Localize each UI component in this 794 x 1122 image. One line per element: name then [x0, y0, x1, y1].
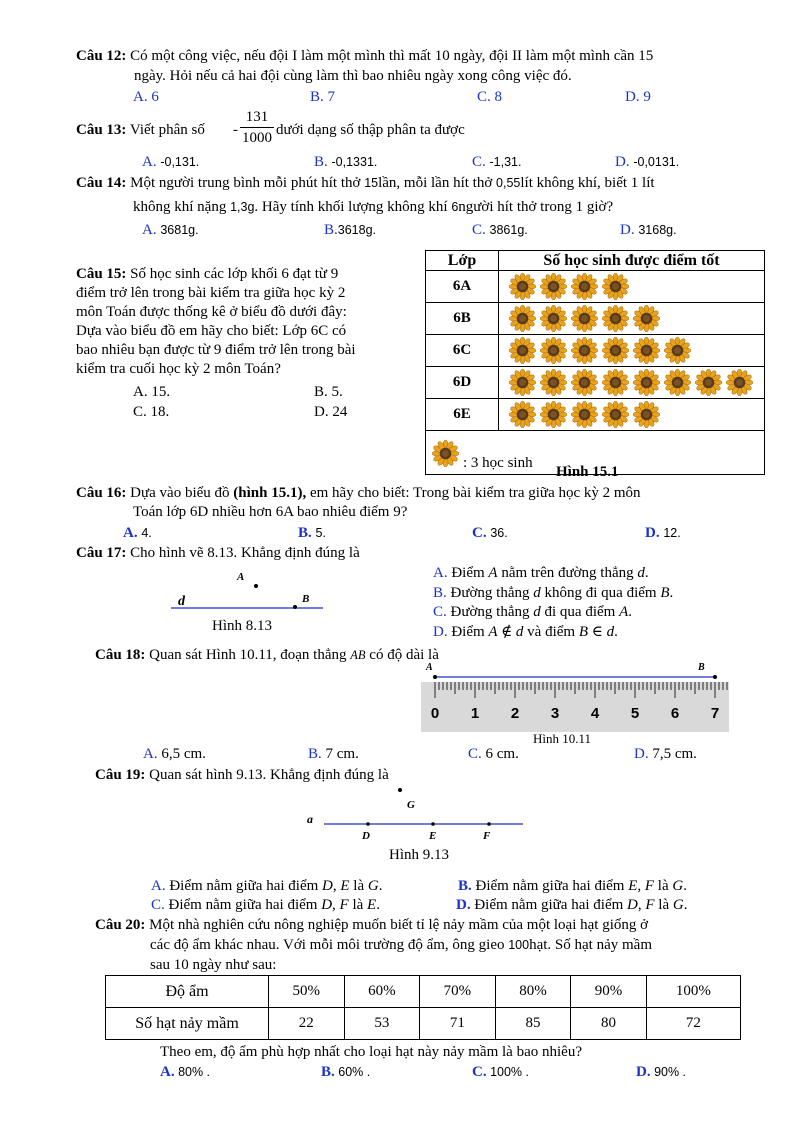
- pictogram-class-6b: 6B: [426, 303, 499, 335]
- sunflower-icon: [540, 305, 567, 332]
- sunflower-icon: [571, 401, 598, 428]
- q13-denominator: 1000: [242, 130, 272, 146]
- sunflower-icon: [540, 337, 567, 364]
- q15-option-c[interactable]: C. 18.: [133, 404, 170, 420]
- figure-8-13: [165, 565, 335, 617]
- pictogram-header-class: Lớp: [426, 251, 499, 271]
- ruler-number: 7: [710, 705, 720, 722]
- q13-post: dưới dạng số thập phân ta được: [276, 122, 465, 138]
- sunflower-icon: [509, 369, 536, 396]
- q19-option-c[interactable]: C. Điểm nằm giữa hai điểm D, F là E.: [151, 897, 380, 913]
- q13-sign: -: [233, 122, 238, 138]
- q18-option-b[interactable]: B. 7 cm.: [308, 746, 359, 762]
- ruler-number: 5: [630, 705, 640, 722]
- pictogram-caption: Hình 15.1: [556, 464, 619, 480]
- q18-option-a[interactable]: A. 6,5 cm.: [143, 746, 206, 762]
- q15-option-b[interactable]: B. 5.: [314, 384, 343, 400]
- q20-option-a[interactable]: A. 80% .: [160, 1064, 211, 1080]
- sunflower-icon: [602, 273, 629, 300]
- fig913-point-g: G: [407, 799, 415, 811]
- ruler-caption: Hình 10.11: [533, 731, 592, 746]
- q13-option-d[interactable]: D. -0,0131.: [615, 154, 680, 170]
- ruler-number: 0: [430, 705, 440, 722]
- q19-option-a[interactable]: A. Điểm nằm giữa hai điểm D, E là G.: [151, 878, 383, 894]
- q20-option-b[interactable]: B. 60% .: [321, 1064, 371, 1080]
- q14-line1: Câu 14: Một người trung bình mỗi phút hít thở 15lần, mỗi lần hít thở 0,55lít không khí, biết 1 lít: [76, 175, 655, 191]
- q12-option-c[interactable]: C. 8: [477, 89, 503, 105]
- q20-question: Theo em, độ ẩm phù hợp nhất cho loại hạt này nảy mầm là bao nhiêu?: [160, 1044, 582, 1060]
- sunflower-icon: [540, 273, 567, 300]
- sunflower-icon: [602, 401, 629, 428]
- q14-option-c[interactable]: C. 3861g.: [472, 222, 528, 238]
- q18-line: Câu 18: Quan sát Hình 10.11, đoạn thẳng AB có độ dài là: [95, 647, 439, 663]
- q15-line3: môn Toán được thống kê ở biểu đồ dưới đây:: [76, 304, 347, 320]
- sunflower-icon: [602, 305, 629, 332]
- fig813-point-a: A: [237, 571, 245, 583]
- q14-option-d[interactable]: D. 3168g.: [620, 222, 677, 238]
- q14-line2: không khí nặng 1,3g. Hãy tính khối lượng không khí 6người hít thở trong 1 giờ?: [133, 199, 614, 215]
- q17-line: Câu 17: Cho hình vẽ 8.13. Khẳng định đúng là: [76, 545, 360, 561]
- q19-option-b[interactable]: B. Điểm nằm giữa hai điểm E, F là G.: [458, 878, 687, 894]
- pictogram-class-6e: 6E: [426, 399, 499, 431]
- fig813-caption: Hình 8.13: [212, 618, 272, 634]
- q15-option-a[interactable]: A. 15.: [133, 384, 171, 400]
- table-row: Độ ẩm 50% 60% 70% 80% 90% 100%: [106, 976, 741, 1008]
- pictogram-table: [425, 250, 765, 475]
- sunflower-icon: [664, 369, 691, 396]
- q12-line1: Câu 12: Có một công việc, nếu đội I làm một mình thì mất 10 ngày, đội II làm một mình cần 15: [76, 48, 654, 64]
- q16-line1: Câu 16: Dựa vào biểu đồ (hình 15.1), em hãy cho biết: Trong bài kiểm tra giữa học kỳ 2 môn: [76, 485, 641, 501]
- pictogram-icons-6d: [499, 367, 765, 399]
- pictogram-legend: : 3 học sinh: [426, 431, 765, 475]
- q15-option-d[interactable]: D. 24: [314, 404, 348, 420]
- sunflower-icon: [509, 337, 536, 364]
- sunflower-icon: [633, 305, 660, 332]
- q12-option-d[interactable]: D. 9: [625, 89, 651, 105]
- ruler-number: 3: [550, 705, 560, 722]
- q19-line: Câu 19: Quan sát hình 9.13. Khẳng định đúng là: [95, 767, 389, 783]
- q15-line1: Câu 15: Số học sinh các lớp khối 6 đạt từ 9: [76, 266, 339, 282]
- pictogram-icons-6a: [499, 271, 765, 303]
- q19-option-d[interactable]: D. Điểm nằm giữa hai điểm D, F là G.: [456, 897, 688, 913]
- q16-option-d[interactable]: D. 12.: [645, 525, 681, 541]
- ruler-number: 2: [510, 705, 520, 722]
- q20-option-d[interactable]: D. 90% .: [636, 1064, 687, 1080]
- ruler-number: 6: [670, 705, 680, 722]
- q15-line2: điểm trở lên trong bài kiểm tra giữa học kỳ 2: [76, 285, 346, 301]
- sunflower-icon: [509, 401, 536, 428]
- ruler-number: 4: [590, 705, 600, 722]
- q20-line2: các độ ẩm khác nhau. Với mỗi môi trường độ ẩm, ông gieo 100hạt. Số hạt nảy mầm: [150, 937, 652, 953]
- pictogram-class-6c: 6C: [426, 335, 499, 367]
- sunflower-icon: [432, 455, 463, 471]
- sunflower-icon: [540, 401, 567, 428]
- sunflower-icon: [571, 305, 598, 332]
- table-row: Số hạt nảy mầm 22 53 71 85 80 72: [106, 1008, 741, 1040]
- sunflower-icon: [540, 369, 567, 396]
- ruler-figure: [421, 672, 731, 734]
- sunflower-icon: [571, 273, 598, 300]
- pictogram-class-6d: 6D: [426, 367, 499, 399]
- sunflower-icon: [509, 305, 536, 332]
- q15-line6: kiểm tra cuối học kỳ 2 môn Toán?: [76, 361, 281, 377]
- q16-option-b[interactable]: B. 5.: [298, 525, 326, 541]
- q12-option-b[interactable]: B. 7: [310, 89, 336, 105]
- table-header-seeds: Số hạt nảy mầm: [106, 1008, 269, 1040]
- fig913-line-a: a: [307, 812, 313, 826]
- sunflower-icon: [432, 440, 459, 467]
- ruler-point-b: B: [698, 662, 705, 673]
- table-header-humidity: Độ ẩm: [106, 976, 269, 1008]
- q13-option-b[interactable]: B. -0,1331.: [314, 154, 378, 170]
- fig813-line-d: d: [178, 594, 185, 609]
- q20-option-c[interactable]: C. 100% .: [472, 1064, 529, 1080]
- q20-line3: sau 10 ngày như sau:: [150, 957, 277, 973]
- fig913-caption: Hình 9.13: [389, 847, 449, 863]
- q12-label: Câu 12:: [76, 48, 127, 64]
- sunflower-icon: [602, 369, 629, 396]
- q18-option-c[interactable]: C. 6 cm.: [468, 746, 519, 762]
- sunflower-icon: [633, 401, 660, 428]
- q13-numerator: 131: [245, 109, 269, 125]
- q13-option-a[interactable]: A. -0,131.: [142, 154, 200, 170]
- sunflower-icon: [633, 369, 660, 396]
- q13-line: Câu 13: Viết phân số: [76, 122, 205, 138]
- fig913-point-f: F: [483, 830, 491, 842]
- sunflower-icon: [571, 337, 598, 364]
- sunflower-icon: [602, 337, 629, 364]
- q16-line2: Toán lớp 6D nhiều hơn 6A bao nhiêu điểm 9?: [133, 504, 408, 520]
- q15-line4: Dựa vào biểu đồ em hãy cho biết: Lớp 6C có: [76, 323, 347, 339]
- q13-option-c[interactable]: C. -1,31.: [472, 154, 522, 170]
- sunflower-icon: [633, 337, 660, 364]
- q18-option-d[interactable]: D. 7,5 cm.: [634, 746, 697, 762]
- q20-line1: Câu 20: Một nhà nghiên cứu nông nghiệp muốn biết tỉ lệ nảy mầm của một loại hạt giống ở: [95, 917, 649, 933]
- q12-line2: ngày. Hỏi nếu cả hai đội cùng làm thì bao nhiêu ngày xong công việc đó.: [134, 68, 572, 84]
- sunflower-icon: [726, 369, 753, 396]
- q17-option-a[interactable]: A. Điểm A nằm trên đường thẳng d.: [433, 565, 649, 581]
- q13-fraction: [240, 108, 274, 147]
- q16-option-a[interactable]: A. 4.: [123, 525, 152, 541]
- q15-line5: bao nhiêu bạn được từ 9 điểm trở lên trong bài: [76, 342, 356, 358]
- germination-table: [105, 975, 741, 1040]
- pictogram-icons-6c: [499, 335, 765, 367]
- fig813-point-b: B: [302, 593, 310, 605]
- q16-option-c[interactable]: C. 36.: [472, 525, 508, 541]
- q17-option-d[interactable]: D. Điểm A ∉ d và điểm B ∈ d.: [433, 624, 618, 640]
- pictogram-icons-6e: [499, 399, 765, 431]
- fig913-point-d: D: [362, 830, 370, 842]
- sunflower-icon: [509, 273, 536, 300]
- q12-option-a[interactable]: A. 6: [133, 89, 159, 105]
- sunflower-icon: [571, 369, 598, 396]
- fig913-point-e: E: [429, 830, 437, 842]
- q17-option-b[interactable]: B. Đường thẳng d không đi qua điểm B.: [433, 585, 674, 601]
- q17-option-c[interactable]: C. Đường thẳng d đi qua điểm A.: [433, 604, 632, 620]
- sunflower-icon: [695, 369, 722, 396]
- sunflower-icon: [664, 337, 691, 364]
- q14-option-a[interactable]: A. 3681g.: [142, 222, 199, 238]
- pictogram-icons-6b: [499, 303, 765, 335]
- pictogram-class-6a: 6A: [426, 271, 499, 303]
- ruler-point-a: A: [426, 662, 433, 673]
- figure-9-13: [318, 785, 528, 830]
- ruler-number: 1: [470, 705, 480, 722]
- pictogram-header-count: Số học sinh được điểm tốt: [499, 251, 765, 271]
- q14-option-b[interactable]: B.3618g.: [324, 222, 376, 238]
